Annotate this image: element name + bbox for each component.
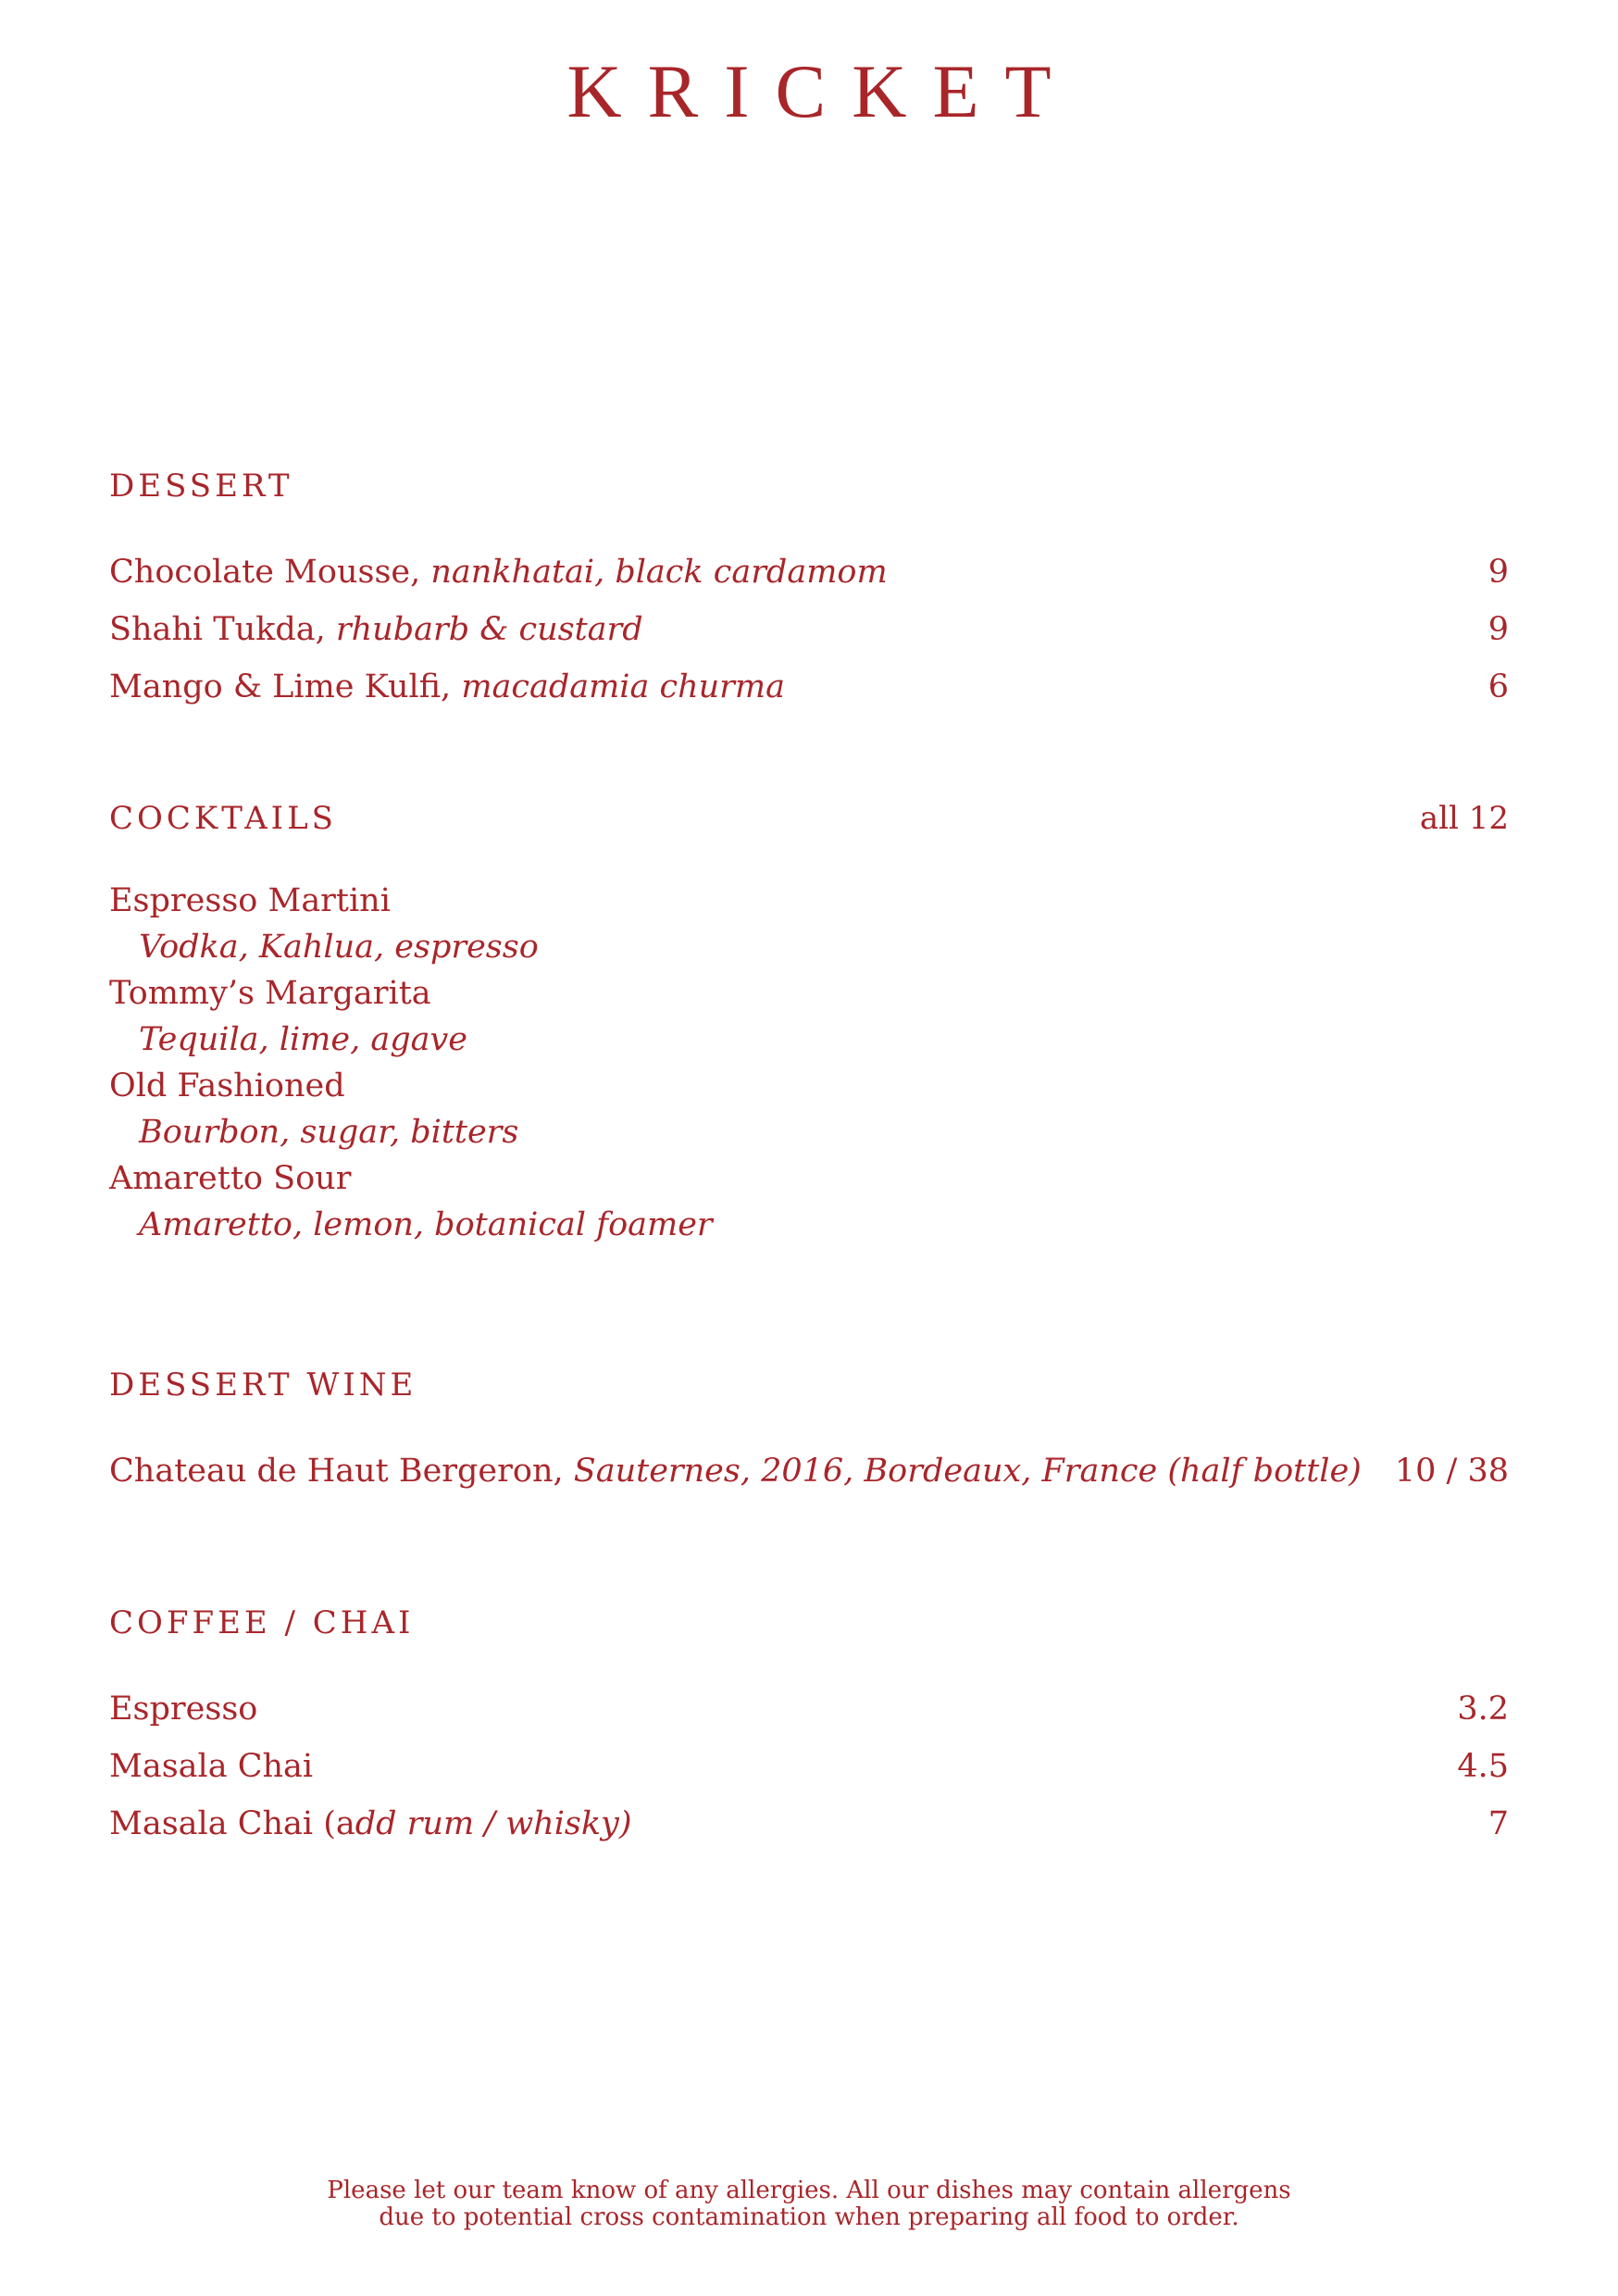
- item-name: Chocolate Mousse,: [109, 554, 431, 591]
- menu-item: [109, 1738, 1509, 1795]
- coffee-chai-heading-text: COFFEE / CHAI: [109, 1604, 415, 1641]
- cocktails-price-note: all 12: [1419, 800, 1509, 837]
- cocktails-heading-text: COCKTAILS: [109, 800, 337, 837]
- cocktails-list: [109, 878, 1509, 1248]
- coffee-chai-section: [109, 1603, 1509, 1853]
- brand-logo: KRICKET: [566, 49, 1077, 133]
- cocktails-section: [109, 798, 1509, 1248]
- item-description: macadamia churma: [461, 668, 785, 705]
- item-price: 3.2: [1457, 1691, 1509, 1728]
- item-name: Chateau de Haut Bergeron,: [109, 1453, 574, 1490]
- dessert-heading-text: DESSERT: [109, 468, 293, 505]
- cocktail-name: Amaretto Sour: [109, 1160, 352, 1197]
- cocktail-description: Tequila, lime, agave: [139, 1021, 467, 1058]
- menu-item: [109, 1442, 1509, 1500]
- allergy-notice-line-1: Please let our team know of any allergies. All our dishes may contain allergens: [327, 2177, 1291, 2204]
- dessert-heading: [109, 466, 1509, 506]
- item-name: Espresso: [109, 1691, 258, 1728]
- cocktail-description: Amaretto, lemon, botanical foamer: [139, 1206, 713, 1243]
- coffee-chai-list: [109, 1680, 1509, 1853]
- menu-item: [109, 658, 1509, 716]
- menu-item: [109, 1795, 1509, 1853]
- dessert-wine-list: [109, 1442, 1509, 1500]
- item-price: 9: [1487, 554, 1509, 591]
- item-price: 10 / 38: [1394, 1453, 1509, 1490]
- dessert-list: [109, 543, 1509, 716]
- cocktail-name: Tommy’s Margarita: [109, 975, 431, 1012]
- item-price: 9: [1487, 611, 1509, 648]
- item-name: Mango & Lime Kulfi,: [109, 668, 462, 705]
- cocktail-name: Espresso Martini: [109, 882, 391, 919]
- item-description: nankhatai, black cardamom: [430, 554, 888, 591]
- allergy-notice: [0, 2177, 1618, 2231]
- item-price: 7: [1487, 1805, 1509, 1842]
- dessert-wine-section: [109, 1365, 1509, 1500]
- dessert-wine-heading-text: DESSERT WINE: [109, 1366, 417, 1404]
- item-price: 4.5: [1457, 1748, 1509, 1785]
- item-description: dd rum / whisky): [355, 1805, 632, 1842]
- dessert-section: [109, 466, 1509, 716]
- dessert-wine-heading: [109, 1365, 1509, 1405]
- menu-item: [109, 543, 1509, 601]
- menu-item: [109, 601, 1509, 658]
- cocktails-heading: [109, 798, 1509, 839]
- item-name: Masala Chai (a: [109, 1805, 355, 1842]
- cocktail-description: Vodka, Kahlua, espresso: [139, 929, 539, 966]
- item-description: Sauternes, 2016, Bordeaux, France (half bottle): [573, 1453, 1362, 1490]
- coffee-chai-heading: [109, 1603, 1509, 1643]
- item-name: Shahi Tukda,: [109, 611, 336, 648]
- item-price: 6: [1487, 668, 1509, 705]
- allergy-notice-line-2: due to potential cross contamination when preparing all food to order.: [379, 2203, 1239, 2231]
- menu-item: [109, 1680, 1509, 1738]
- item-description: rhubarb & custard: [335, 611, 643, 648]
- cocktail-description: Bourbon, sugar, bitters: [139, 1114, 519, 1151]
- cocktail-name: Old Fashioned: [109, 1067, 345, 1104]
- item-name: Masala Chai: [109, 1748, 314, 1785]
